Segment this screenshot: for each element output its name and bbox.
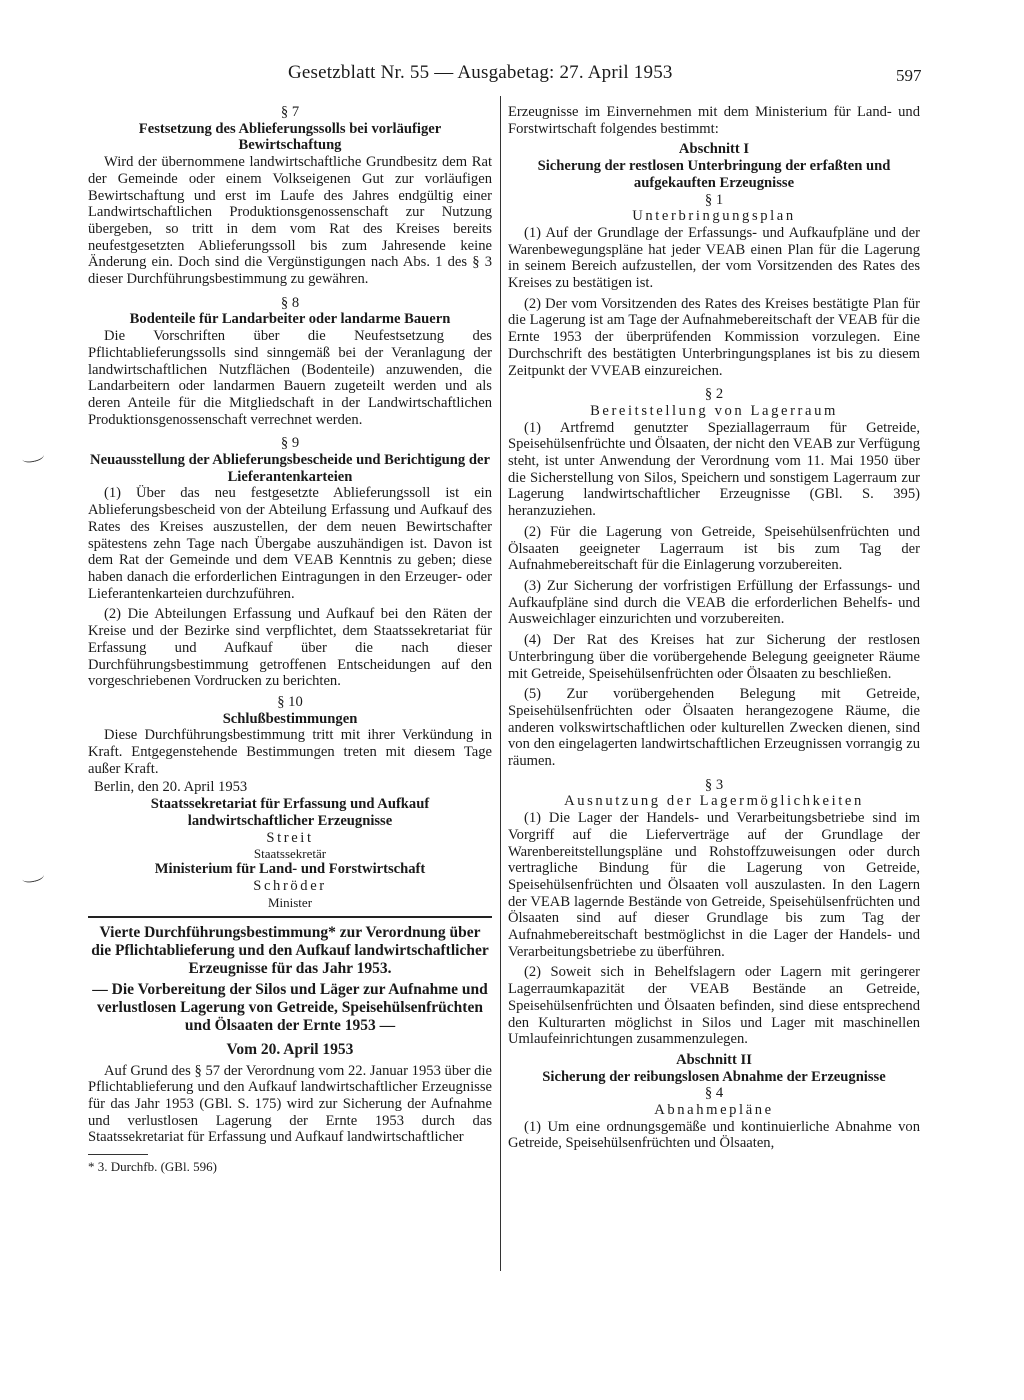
section-number: § 1 xyxy=(704,191,724,208)
section-number: § 2 xyxy=(704,386,724,403)
paragraph: (4) Der Rat des Kreises hat zur Sicherung der restlosen Unterbringung über die vorübergehende Belegung geeigneter Räume mit Getreide, Speisehülsenfrüchten oder Ölsaaten zu beschließen. xyxy=(508,632,920,682)
paragraph: (2) Der vom Vorsitzenden des Rates des Kreises bestätigte Plan für die Lagerung ist am Tage der Aufnahmebereitschaft der VEAB für die Ernte 1953 der überprüfenden Kommission vorzulegen. Eine Durchschrift des bestätigten Unterbringungsplanes ist bis zu diesem Zeitpunkt der VVEAB einzureichen. xyxy=(508,295,920,379)
margin-mark xyxy=(21,870,45,884)
issuing-office: Ministerium für Land- und Forstwirtschaft xyxy=(154,861,426,878)
right-column xyxy=(508,104,920,1152)
paragraph: (1) Die Lager der Handels- und Verarbeitungsbetriebe sind im Vorgriff auf die Lieferverträge auf der Grundlage der Warenbereitstellungspläne und Rohstoffzuweisungen oder durch vertragliche Bindung für die Lagerung von Getreide, Speisehülsenfrüchten und Ölsaaten voll auszulasten. In den Lagern der VEAB lagernde Bestände von Getreide, Speisehülsenfrüchten und Ölsaaten sind auf dieser Grundlage bis zum Tag der Aufnahmebereitschaft bestmöglichst in die Lager der Handels- und Verarbeitungsbetriebe zu überführen. xyxy=(508,810,920,960)
section-number: § 9 xyxy=(280,435,300,452)
part-label: Abschnitt II xyxy=(676,1051,752,1068)
part-title: Sicherung der restlosen Unterbringung der erfaßten und aufgekauften Erzeugnisse xyxy=(537,158,891,191)
column-divider xyxy=(500,96,501,1271)
section-title: Unterbringungsplan xyxy=(632,208,796,225)
paragraph: (5) Zur vorübergehenden Belegung mit Getreide, Speisehülsenfrüchten oder Ölsaaten herangezogene Räume, die anderen volkswirtschaftlichen oder kulturellen Zwecken dienen, sind von den eingelagerten landwirtschaftlichen Erzeugnissen vorrangig zu räumen. xyxy=(508,686,920,770)
footnote: * 3. Durchfb. (GBl. 596) xyxy=(88,1159,217,1175)
paragraph: (1) Auf der Grundlage der Erfassungs- und Aufkaufpläne und der Warenbewegungspläne hat jeder VEAB einen Plan für die Lagerung in seinem Bereich aufzustellen, der vom Vorsitzenden des Rates des Kreises zu bestätigen ist. xyxy=(508,224,920,292)
section-title: Festsetzung des Ablieferungssolls bei vorläufiger Bewirtschaftung xyxy=(138,120,442,154)
footnote-rule xyxy=(88,1154,148,1155)
decree-title: Vierte Durchführungsbestimmung* zur Verordnung über die Pflichtablieferung und den Aufkauf landwirtschaftlicher Erzeugnisse für das Jahr 1953. xyxy=(91,923,489,977)
paragraph: (1) Um eine ordnungsgemäße und kontinuierliche Abnahme von Getreide, Speisehülsenfrüchten und Ölsaaten, xyxy=(508,1118,920,1152)
signatory-name: Streit xyxy=(266,829,314,846)
section-number: § 10 xyxy=(277,693,303,710)
decree-subtitle: — Die Vorbereitung der Silos und Läger zur Aufnahme und verlustlosen Lagerung von Getreide, Speisehülsenfrüchten und Ölsaaten der Ernte 1953 — xyxy=(92,980,488,1034)
page-number: 597 xyxy=(896,66,922,85)
issuing-office: Staatssekretariat für Erfassung und Aufkauf landwirtschaftlicher Erzeugnisse xyxy=(150,796,430,829)
signature-block xyxy=(88,779,492,909)
section-title: Bodenteile für Landarbeiter oder landarme Bauern xyxy=(129,311,451,328)
paragraph: Auf Grund des § 57 der Verordnung vom 22. Januar 1953 über die Pflichtablieferung und den Aufkauf landwirtschaftlicher Erzeugnisse für das Jahr 1953 (GBl. S. 175) wird zur Sicherung der Aufnahme und verlustlosen Lagerung der Ernte 1953 durch das Staatssekretariat für Erfassung und Aufkauf landwirtschaftlicher xyxy=(88,1062,492,1146)
section-number: § 8 xyxy=(280,294,300,311)
paragraph: (1) Artfremd genutzter Speziallagerraum für Getreide, Speisehülsenfrüchte und Ölsaaten, der nicht den VEAB zur Verfügung steht, ist unter Anwendung der Verordnung vom 11. Mai 1950 über die Sicherstellung von Silos, Speichern und sonstigem Lagerraum zur Lagerung landwirtschaftlicher Erzeugnisse (GBl. S. 395) heranzuziehen. xyxy=(508,419,920,520)
running-header: Gesetzblatt Nr. 55 — Ausgabetag: 27. April 1953 xyxy=(288,62,673,83)
section-title: Neuausstellung der Ablieferungsbescheide und Berichtigung der Lieferantenkarteien xyxy=(90,452,490,485)
section-title: Ausnutzung der Lagermöglichkeiten xyxy=(564,793,864,810)
separator-rule xyxy=(88,916,492,918)
place-date: Berlin, den 20. April 1953 xyxy=(94,779,248,796)
part-label: Abschnitt I xyxy=(678,141,750,158)
paragraph: Erzeugnisse im Einvernehmen mit dem Ministerium für Land- und Forstwirtschaft folgendes bestimmt: xyxy=(508,104,920,137)
paragraph: (2) Für die Lagerung von Getreide, Speisehülsenfrüchten und Ölsaaten geeigneter Lagerraum ist bis zum Tag der Aufnahmebereitschaft für die Einlagerung vorzubereiten. xyxy=(508,523,920,574)
section-number: § 3 xyxy=(704,776,724,793)
signatory-role: Minister xyxy=(267,894,313,910)
margin-mark xyxy=(21,450,45,464)
decree-date: Vom 20. April 1953 xyxy=(226,1040,354,1058)
section-number: § 4 xyxy=(704,1085,724,1102)
paragraph: Diese Durchführungsbestimmung tritt mit ihrer Verkündung in Kraft. Entgegenstehende Bestimmungen treten mit diesem Tage außer Kraft. xyxy=(88,727,492,777)
paragraph: (1) Über das neu festgesetzte Ablieferungssoll ist ein Ablieferungsbescheid von der Abteilung Erfassung und Aufkauf des Rates des Kreises auszustellen, der dem neuen Bewirtschafter spätestens zehn Tage nach Übergabe auszuhändigen ist. Davon ist dem Rat der Gemeinde und dem VEAB Kenntnis zu geben; diese haben danach die erforderlichen Eintragungen in den Erzeuger- oder Lieferantenkarteien durchzuführen. xyxy=(88,485,492,602)
paragraph: (2) Soweit sich in Behelfslagern oder Lagern mit geringerer Lagerraumkapazität der VEAB Bestände an Getreide, Speisehülsenfrüchten und Ölsaaten befinden, sind diese entsprechend den Kulturarten möglichst in Silos und Lager mit maschinellen Umlaufeinrichtungen zusammenzulegen. xyxy=(508,964,920,1048)
signatory-role: Staatssekretär xyxy=(253,846,327,862)
paragraph: (3) Zur Sicherung der vorfristigen Erfüllung der Erfassungs- und Aufkaufpläne sind durch die VEAB die erforderlichen Behelfs- und Ausweichlager einzurichten und vorzubereiten. xyxy=(508,577,920,628)
section-title: Schlußbestimmungen xyxy=(222,710,358,727)
part-title: Sicherung der reibungslosen Abnahme der Erzeugnisse xyxy=(542,1068,886,1085)
section-number: § 7 xyxy=(280,104,300,120)
paragraph: Wird der übernommene landwirtschaftliche Grundbesitz dem Rat der Gemeinde oder einem Volkseigenen Gut zur vorläufigen Bewirtschaftung und erst im Laufe des Jahres endgültig einer Landwirtschaftlichen Produktionsgenossenschaft zur Nutzung übergeben, so tritt in dem vom Rat des Kreises bereits neufestgesetzten Ablieferungssoll bis zum Jahresende keine Änderung ein. Doch sind die Vergünstigungen nach Abs. 1 des § 3 dieser Durchführungsbestimmung zu gewähren. xyxy=(88,154,492,288)
paragraph: Die Vorschriften über die Neufestsetzung des Pflichtablieferungssolls sind sinngemäß bei der Veranlagung der landwirtschaftlichen Nutzflächen (Bodenteile) anzuwenden, die Landarbeitern oder landarmen Bauern zugeteilt werden und als deren Anteile für die Mitgliedschaft in der Landwirtschaftlichen Produktionsgenossenschaft verrechnet werden. xyxy=(88,328,492,428)
section-title: Bereitstellung von Lagerraum xyxy=(590,402,838,419)
section-title: Abnahmepläne xyxy=(654,1102,774,1119)
signatory-name: Schröder xyxy=(253,877,327,894)
left-column xyxy=(88,104,492,1174)
paragraph: (2) Die Abteilungen Erfassung und Aufkauf bei den Räten der Kreise und der Bezirke sind verpflichtet, dem Staatssekretariat für Erfassung und Aufkauf über die nach dieser Durchführungsbestimmung getroffenen Entscheidungen auf den vorgeschriebenen Vordrucken zu berichten. xyxy=(88,606,492,690)
